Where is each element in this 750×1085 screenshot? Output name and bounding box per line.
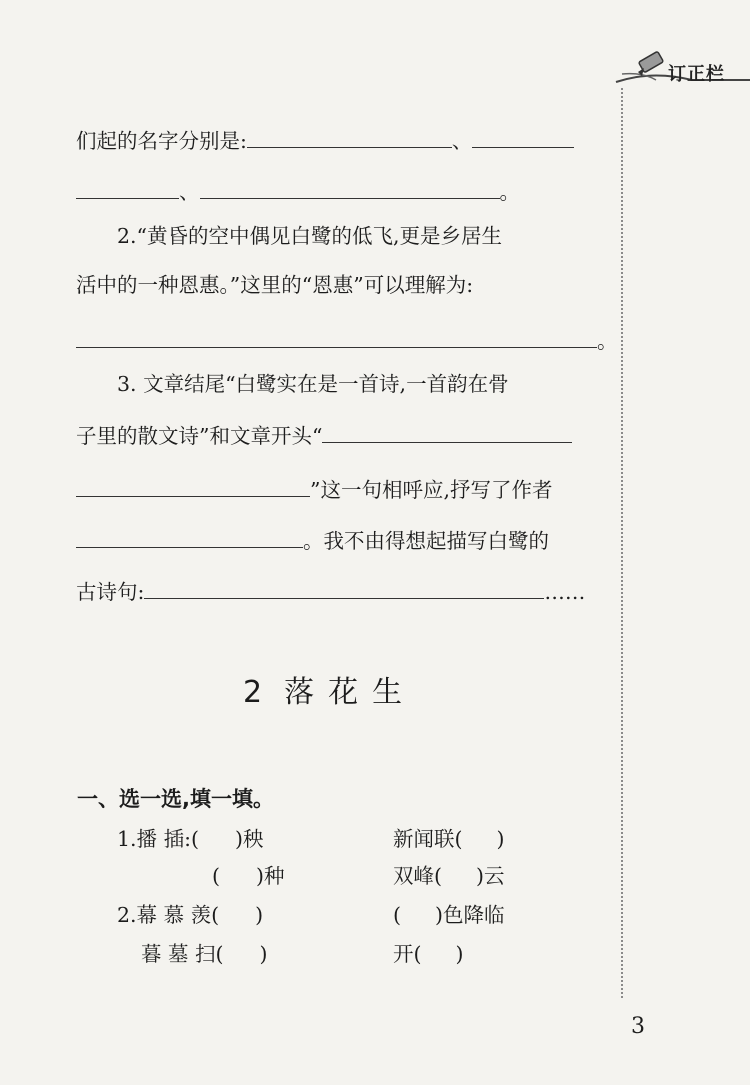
item1-r2a-close: )种	[256, 864, 285, 888]
q1-blank-4[interactable]	[200, 174, 500, 199]
item2-r2a-close: )	[259, 942, 268, 966]
q1-blank-2[interactable]	[472, 123, 574, 148]
q1-blank-3[interactable]	[76, 174, 179, 199]
item1-r2b-close: )云	[476, 864, 505, 888]
q3-line1: 3. 文章结尾“白鹭实在是一首诗,一首韵在骨	[117, 372, 509, 396]
lesson-name: 落花生	[284, 675, 417, 710]
pencil-icon	[634, 46, 668, 80]
q3-blank-3[interactable]	[76, 523, 303, 548]
q3-blank-1[interactable]	[322, 418, 572, 443]
item1-r1b-close: )	[496, 827, 505, 851]
q1-sep-2: 、	[179, 180, 200, 204]
item2-r2b-open: 开(	[393, 942, 422, 966]
item1-r1a-open: (	[190, 827, 199, 851]
item1-label: 1.播 插:	[117, 827, 191, 851]
q1-text: 们起的名字分别是:	[76, 129, 247, 153]
q3-line4	[76, 523, 549, 555]
item2-r1a-close: )	[255, 903, 264, 927]
item2-row1	[117, 901, 263, 929]
lesson-title	[243, 673, 416, 713]
item1-row1-right	[393, 825, 505, 853]
item2-r1b-open: (	[393, 903, 401, 927]
q2-line2: 活中的一种恩惠。”这里的“恩惠”可以理解为:	[76, 273, 474, 297]
q2-end: 。	[597, 329, 618, 353]
q3-line2	[76, 418, 572, 450]
item2-row2-right	[393, 940, 464, 968]
q3-line4-text: 。我不由得想起描写白鹭的	[303, 529, 549, 553]
q3-line5	[76, 574, 585, 606]
q3-blank-2[interactable]	[76, 472, 310, 497]
item1-row2	[212, 862, 285, 890]
q2-line1: 2.“黄昏的空中偶见白鹭的低飞,更是乡居生	[117, 224, 503, 248]
page-number: 3	[631, 1014, 645, 1039]
q1-line2	[76, 174, 520, 206]
item2-r2-label: 暮 墓 扫(	[141, 942, 224, 966]
q1-line1	[76, 123, 574, 155]
correction-divider	[621, 88, 623, 998]
q1-end: 。	[499, 180, 520, 204]
item1-r2a-open: (	[212, 864, 220, 888]
item1-row2-right	[393, 862, 505, 890]
item1-r2b-label: 双峰(	[393, 864, 442, 888]
item1-row1	[117, 825, 263, 853]
q3-line2-text: 子里的散文诗”和文章开头“	[76, 424, 323, 448]
item2-r1b-close: )色降临	[435, 903, 505, 927]
q1-sep-1: 、	[451, 129, 473, 153]
item1-r1b-label: 新闻联(	[393, 827, 463, 851]
q3-ellipsis: ……	[544, 580, 586, 604]
item2-row1-right	[393, 901, 505, 929]
q2-line3	[76, 323, 618, 355]
q3-blank-4[interactable]	[144, 574, 544, 599]
item1-r1a-close: )秧	[234, 827, 264, 851]
q1-blank-1[interactable]	[247, 123, 452, 148]
q3-line3	[76, 472, 553, 504]
lesson-number: 2	[243, 675, 263, 710]
q3-line3-text: ”这一句相呼应,抒写了作者	[310, 478, 553, 502]
q2-blank[interactable]	[76, 323, 597, 348]
q3-line5-label: 古诗句:	[76, 580, 145, 604]
item2-row2	[141, 940, 268, 968]
item2-r2b-close: )	[455, 942, 464, 966]
correction-column-label: 订正栏	[668, 64, 725, 85]
section-heading: 一、选一选,填一填。	[77, 787, 274, 811]
item2-label: 2.幕 慕 羡(	[117, 903, 220, 927]
